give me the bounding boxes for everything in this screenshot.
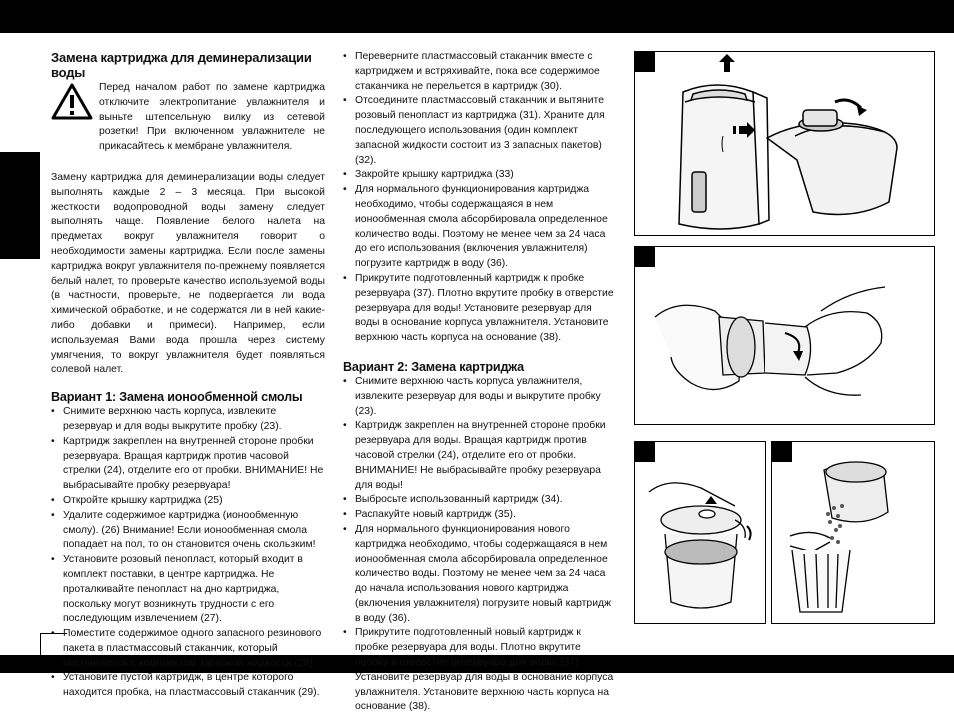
cartridge-lid-illustration: [635, 442, 765, 623]
chapter-tab: [0, 152, 40, 259]
warning-block: [51, 81, 325, 155]
variant2-title: Вариант 2: Замена картриджа: [343, 359, 524, 374]
list-item: • Переверните пластмассовый стаканчик вместе с картриджем и встряхивайте, пока все содержимое стаканчика не перельется в картридж (30).: [343, 50, 615, 94]
section-title: Замена картриджа для деминерализации воды: [51, 50, 312, 80]
list-item: • Поместите содержимое одного запасного резинового пакета в пластмассовый стаканчик, который поставляется с комплектом запасной жидкости (28).: [51, 627, 325, 671]
variant2-list: [343, 375, 615, 715]
text-column-middle: [343, 50, 615, 715]
list-item: • Удалите содержимое картриджа (ионообменную смолу). (26) Внимание! Если ионообменная смола попадает на пол, то он становится очень скользким!: [51, 509, 325, 553]
list-item: • Отсоедините пластмассовый стаканчик и вытяните розовый пенопласт из картриджа (31). Храните для последующего использования (один комплект запасной жидкости состоит из 3 запасных пакетов) (32).: [343, 94, 615, 168]
list-item: • Прикрутите подготовленный картридж к пробке резервуара (37). Плотно вкрутите пробку в отверстие резервуара для воды! Установите резервуар для воды в основание корпуса увлажнителя. Установите верхнюю часть корпуса на основание (38).: [343, 272, 615, 346]
warning-icon: [51, 83, 93, 121]
variant1-list: [51, 405, 325, 701]
warning-text: Перед началом работ по замене картриджа отключите электропитание увлажнителя и выньте штепсельную вилку из сетевой розетки! При включенном увлажнителе не прикасайтесь к мембране увлажнителя.: [99, 82, 325, 153]
intro-paragraph: Замену картриджа для деминерализации воды следует выполнять каждые 2 – 3 месяца. При высокой жесткости водопроводной воды замену следует выполнять чаще. Появление белого налета на предметах вокруг увлажнителя говорит о необходимости замены картриджа. Если после замены картриджа вокруг увлажнителя по-прежнему появляется белый налет, то проверьте качество используемой воды (в частности, проверьте, не подвергается ли вода химической обработке, и не содержатся ли в ней какие-либо добавки и примеси). Например, если используемая Вами вода прошла через систему умягчения, то вокруг увлажнителя будет появляться солевой налет.: [51, 171, 325, 376]
figure-resin-pouring: [771, 441, 935, 624]
hands-cartridge-illustration: [635, 247, 934, 424]
humidifier-illustration: [635, 52, 934, 235]
top-bar: [0, 0, 954, 33]
list-item: • Снимите верхнюю часть корпуса увлажнителя, извлеките резервуар для воды и выкрутите пробку (23).: [343, 375, 615, 419]
list-item: • Картридж закреплен на внутренней стороне пробки резервуара. Вращая картридж против часовой стрелки (24), отделите его от пробки. ВНИМАНИЕ! Не выбрасывайте пробку резервуара!: [51, 435, 325, 494]
list-item: • Для нормального функционирования нового картриджа необходимо, чтобы содержащаяся в нем ионообменная смола абсорбировала определенное количество воды. Поэтому не менее чем за 24 часа до начала использования нового картриджа (включения увлажнителя) погрузите новый картридж в воду (36).: [343, 523, 615, 627]
list-item: • Установите пустой картридж, в центре которого находится пробка, на пластмассовый стаканчик (29).: [51, 671, 325, 701]
resin-pouring-illustration: [772, 442, 934, 623]
list-item: • Закройте крышку картриджа (33): [343, 168, 615, 183]
list-item: • Откройте крышку картриджа (25): [51, 494, 325, 509]
list-item: • Картридж закреплен на внутренней стороне пробки резервуара для воды. Вращая картридж против часовой стрелки (24), отделите его от пробки. ВНИМАНИЕ! Не выбрасывайте пробку резервуара для воды!: [343, 419, 615, 493]
list-item: • Для нормального функционирования картриджа необходимо, чтобы содержащаяся в нем ионообменная смола абсорбировала определенное количество воды. Поэтому не менее чем за 24 часа до его использования (включения увлажнителя) погрузите картридж в воду (36).: [343, 183, 615, 272]
figure-cartridge-lid-open: [634, 441, 766, 624]
list-item: • Выбросьте использованный картридж (34).: [343, 493, 615, 508]
list-item: • Распакуйте новый картридж (35).: [343, 508, 615, 523]
text-column-left: [51, 50, 325, 701]
figure-cartridge-unscrew: [634, 246, 935, 425]
figure-humidifier-disassembly: [634, 51, 935, 236]
variant1-title: Вариант 1: Замена ионообменной смолы: [51, 390, 303, 405]
variant1-list-continued: [343, 50, 615, 346]
list-item: • Прикрутите подготовленный новый картридж к пробке резервуара для воды. Плотно вкрутите пробку в отверстие резервуара для воды! (37) Установите резервуар для воды в основание корпуса увлажнителя. Установите верхнюю часть корпуса на основание (38).: [343, 626, 615, 715]
list-item: • Снимите верхнюю часть корпуса, извлеките резервуар и для воды выкрутите пробку (23).: [51, 405, 325, 435]
list-item: • Установите розовый пенопласт, который входит в комплект поставки, в центре картриджа. Не проталкивайте пенопласт на дно картриджа, поскольку могут возникнуть трудности с его последующим извлечением (27).: [51, 553, 325, 627]
